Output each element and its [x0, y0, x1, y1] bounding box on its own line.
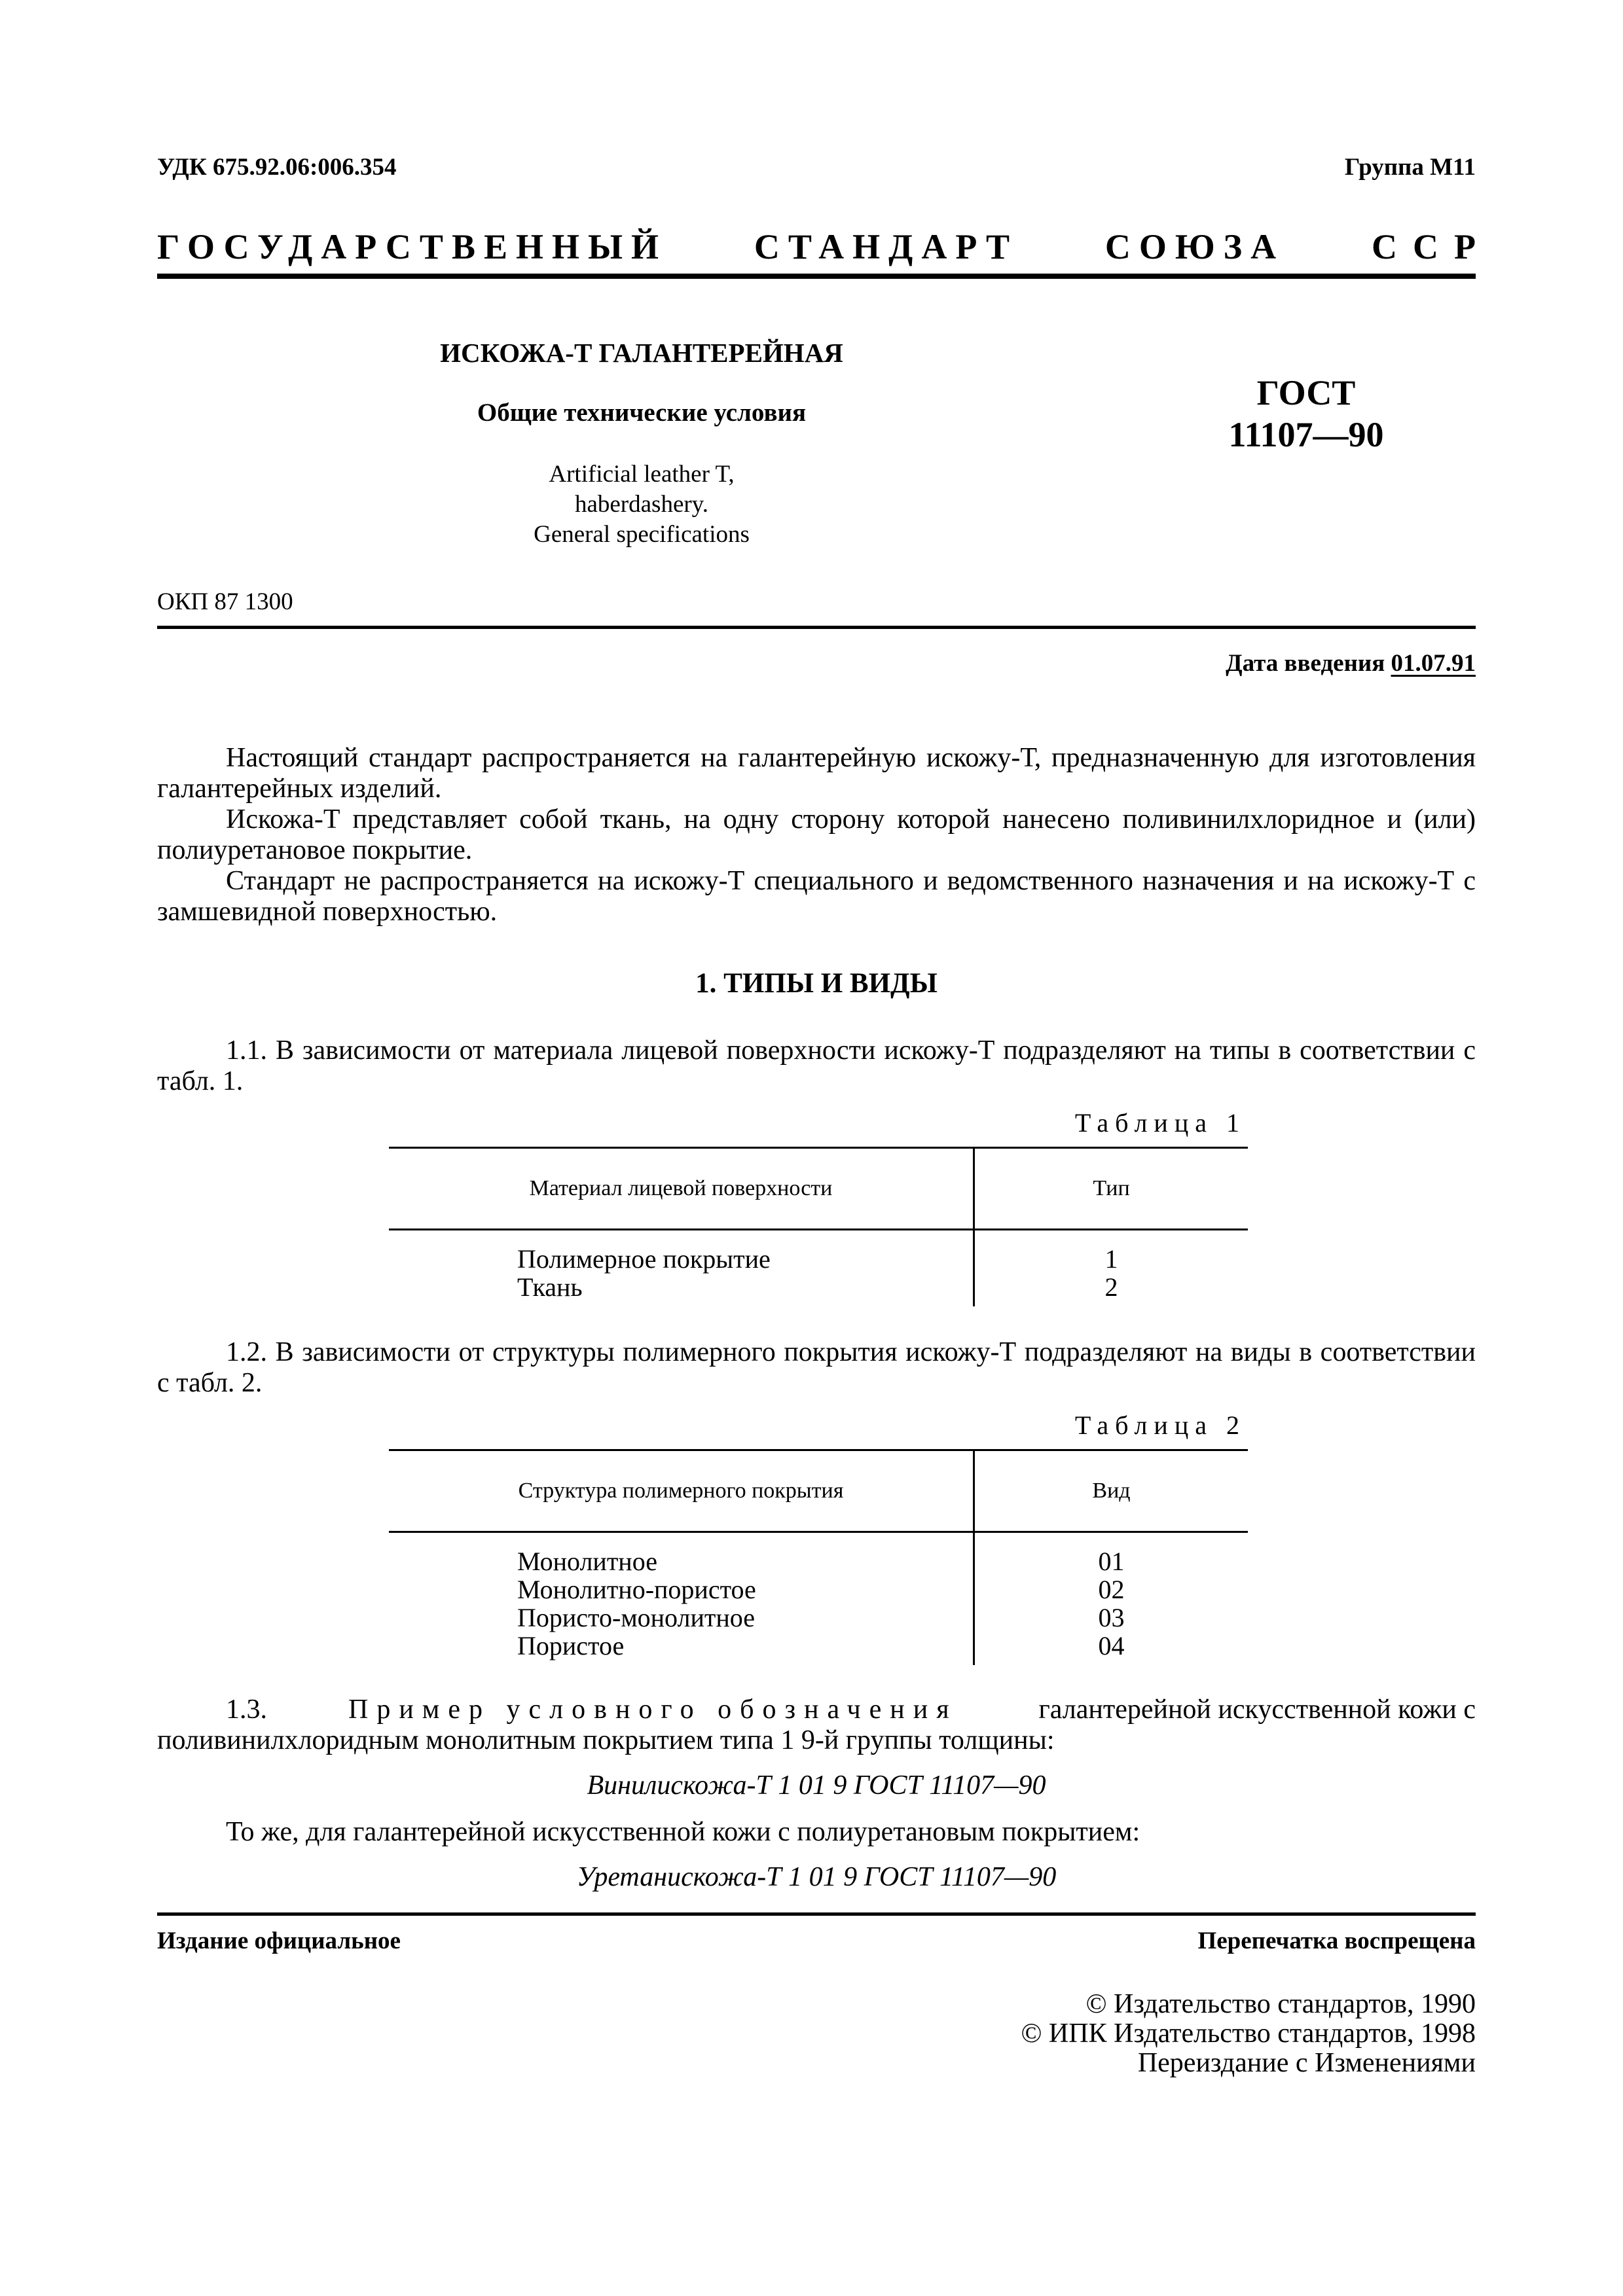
- same-for-polyurethane: То же, для галантерейной искусственной кожи с полиуретановым покрытием:: [226, 1817, 1140, 1847]
- english-title-line-2: haberdashery.: [574, 491, 709, 518]
- table-cell: [974, 1230, 1249, 1307]
- banner-word-4: ССР: [1372, 227, 1491, 266]
- banner-word-3: СОЮЗА: [1104, 227, 1285, 266]
- english-title-line-3: General specifications: [534, 521, 750, 548]
- table-row: [389, 1230, 1248, 1307]
- table-2-col-kind: Вид: [974, 1451, 1249, 1532]
- table-1-row-2-val: 2: [1104, 1272, 1118, 1302]
- clause-1-2: 1.2. В зависимости от структуры полимерного покрытия искожу-Т подразделяют на виды в соответствии с табл. 2.: [157, 1337, 1476, 1398]
- footer-rule: [157, 1912, 1476, 1916]
- table-cell: [389, 1532, 974, 1666]
- clause-1-3-rest: галантерейной искусственной кожи с: [1038, 1695, 1476, 1725]
- table-1-col-material: Материал лицевой поверхности: [389, 1149, 974, 1230]
- okp-code: ОКП 87 1300: [157, 588, 293, 615]
- table-2-row-2-name: Монолитно-пористое: [517, 1575, 756, 1604]
- designation-example-2: Уретанискожа-Т 1 01 9 ГОСТ 11107—90: [576, 1862, 1057, 1892]
- table-2-row-1-name: Монолитное: [517, 1547, 657, 1576]
- intro-paragraph-1: Настоящий стандарт распространяется на галантерейную искожу-Т, предназначенную для изготовления галантерейных изделий.: [157, 743, 1476, 804]
- table-1-row-2-name: Ткань: [517, 1272, 583, 1302]
- copyright-line-1: © Издательство стандартов, 1990: [1085, 1989, 1476, 2019]
- effective-date-label: Дата введения: [1226, 650, 1385, 677]
- table-2-row-2-val: 02: [1098, 1575, 1125, 1604]
- table-1-row-1-val: 1: [1104, 1244, 1118, 1274]
- table-1-header-row: [389, 1149, 1248, 1230]
- table-2-caption: Таблица 2: [1074, 1410, 1246, 1440]
- official-edition: Издание официальное: [157, 1928, 401, 1954]
- table-2-col-structure: Структура полимерного покрытия: [389, 1451, 974, 1532]
- english-title-line-1: Artificial leather T,: [549, 461, 735, 488]
- banner-rule: [157, 274, 1476, 279]
- effective-date: [1226, 649, 1476, 677]
- header-rule: [157, 626, 1476, 629]
- table-cell: [389, 1230, 974, 1307]
- table-2-header-row: [389, 1451, 1248, 1532]
- reissue-note: Переиздание с Изменениями: [1137, 2048, 1476, 2078]
- gost-code: 11107—90: [1228, 415, 1384, 454]
- designation-example-1: Винилискожа-Т 1 01 9 ГОСТ 11107—90: [587, 1770, 1046, 1801]
- table-2-row-3-name: Пористо-монолитное: [517, 1603, 756, 1632]
- document-subtitle: Общие технические условия: [477, 399, 807, 427]
- group-code: Группа М11: [1344, 154, 1476, 181]
- table-2-row-1-val: 01: [1098, 1547, 1125, 1576]
- state-standard-banner: [157, 226, 1491, 267]
- clause-1-1: 1.1. В зависимости от материала лицевой поверхности искожу-Т подразделяют на типы в соответствии с табл. 1.: [157, 1035, 1476, 1096]
- clause-1-3-line-2: поливинилхлоридным монолитным покрытием типа 1 9-й группы толщины:: [157, 1725, 1055, 1755]
- table-2-row-3-val: 03: [1098, 1603, 1125, 1632]
- table-1: [389, 1149, 1248, 1306]
- table-cell: [974, 1532, 1249, 1666]
- table-2: [389, 1451, 1248, 1665]
- gost-label: ГОСТ: [1256, 373, 1356, 412]
- table-1-col-type: Тип: [974, 1149, 1249, 1230]
- intro-paragraph-2: Искожа-Т представляет собой ткань, на одну сторону которой нанесено поливинилхлоридное и (или) полиуретановое покрытие.: [157, 804, 1476, 865]
- table-1-caption: Таблица 1: [1074, 1108, 1246, 1138]
- intro-paragraph-3: Стандарт не распространяется на искожу-Т специального и ведомственного назначения и на искожу-Т с замшевидной поверхностью.: [157, 866, 1476, 927]
- table-2-row-4-name: Пористое: [517, 1631, 625, 1660]
- document-title: ИСКОЖА-Т ГАЛАНТЕРЕЙНАЯ: [440, 338, 843, 368]
- reprint-prohibited: Перепечатка воспрещена: [1197, 1928, 1476, 1954]
- copyright-block: [1021, 1990, 1476, 2078]
- effective-date-value: 01.07.91: [1391, 650, 1476, 677]
- copyright-line-2: © ИПК Издательство стандартов, 1998: [1021, 2018, 1476, 2049]
- banner-word-1: ГОСУДАРСТВЕННЫЙ: [157, 227, 668, 266]
- english-title: [419, 459, 864, 550]
- table-row: [389, 1532, 1248, 1666]
- udk-code: УДК 675.92.06:006.354: [157, 154, 397, 181]
- table-2-row-4-val: 04: [1098, 1631, 1125, 1660]
- clause-1-3-emphasis: Пример условного обозначения: [348, 1695, 958, 1725]
- clause-1-3-number: 1.3.: [226, 1695, 267, 1725]
- banner-word-2: СТАНДАРТ: [754, 227, 1018, 266]
- section-1-title: 1. ТИПЫ И ВИДЫ: [695, 968, 938, 999]
- clause-1-3: [226, 1694, 1476, 1725]
- table-1-row-1-name: Полимерное покрытие: [517, 1244, 771, 1274]
- gost-number: [1205, 372, 1408, 456]
